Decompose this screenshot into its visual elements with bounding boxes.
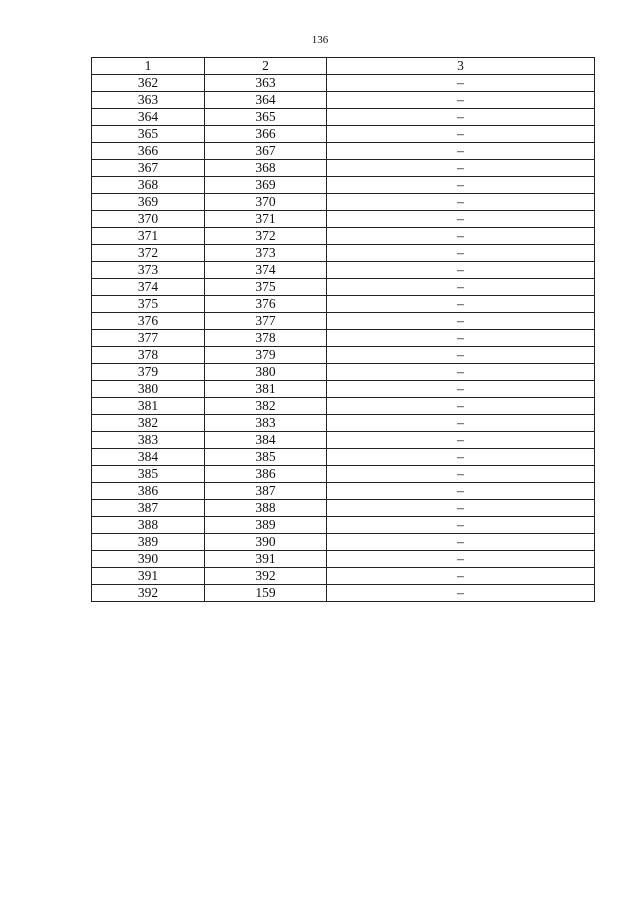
table-row (92, 177, 595, 194)
table-row (92, 279, 595, 296)
table-cell-col-1: 385 (92, 466, 205, 483)
table-row (92, 551, 595, 568)
table-row (92, 364, 595, 381)
table-cell-col-2: 367 (205, 143, 327, 160)
table-cell-col-1: 364 (92, 109, 205, 126)
table-cell-col-2: 365 (205, 109, 327, 126)
table-cell-col-1: 379 (92, 364, 205, 381)
table-cell-col-2: 370 (205, 194, 327, 211)
table-cell-col-1: 363 (92, 92, 205, 109)
table-row (92, 585, 595, 602)
table-cell-col-3: – (327, 534, 595, 551)
table-cell-col-1: 380 (92, 381, 205, 398)
table-cell-col-2: 387 (205, 483, 327, 500)
table-cell-col-1: 382 (92, 415, 205, 432)
table-cell-col-2: 375 (205, 279, 327, 296)
table-cell-col-3: – (327, 245, 595, 262)
table-cell-col-1: 366 (92, 143, 205, 160)
table-row (92, 381, 595, 398)
table-cell-col-1: 372 (92, 245, 205, 262)
table-cell-col-1: 376 (92, 313, 205, 330)
table-row (92, 415, 595, 432)
table-row (92, 194, 595, 211)
table-cell-col-2: 372 (205, 228, 327, 245)
table-cell-col-3: – (327, 109, 595, 126)
table-cell-col-1: 390 (92, 551, 205, 568)
table-cell-col-3: – (327, 211, 595, 228)
table-cell-col-1: 391 (92, 568, 205, 585)
table-row (92, 500, 595, 517)
table-body (92, 75, 595, 602)
table-cell-col-2: 366 (205, 126, 327, 143)
table-row (92, 245, 595, 262)
table-row (92, 432, 595, 449)
table-cell-col-3: – (327, 568, 595, 585)
table-row (92, 75, 595, 92)
table-cell-col-1: 373 (92, 262, 205, 279)
table-cell-col-2: 390 (205, 534, 327, 551)
table-cell-col-3: – (327, 330, 595, 347)
table-cell-col-3: – (327, 160, 595, 177)
table-row (92, 296, 595, 313)
table-row (92, 313, 595, 330)
table-cell-col-1: 378 (92, 347, 205, 364)
table-cell-col-2: 371 (205, 211, 327, 228)
table-cell-col-2: 368 (205, 160, 327, 177)
table-row (92, 449, 595, 466)
table-cell-col-2: 384 (205, 432, 327, 449)
table-cell-col-2: 382 (205, 398, 327, 415)
table-row (92, 330, 595, 347)
table-row (92, 126, 595, 143)
table-row (92, 262, 595, 279)
table-row (92, 109, 595, 126)
table-cell-col-2: 385 (205, 449, 327, 466)
table-cell-col-1: 369 (92, 194, 205, 211)
table-cell-col-1: 381 (92, 398, 205, 415)
table-cell-col-3: – (327, 177, 595, 194)
table-cell-col-2: 381 (205, 381, 327, 398)
table-cell-col-3: – (327, 143, 595, 160)
table-cell-col-1: 389 (92, 534, 205, 551)
table-cell-col-1: 375 (92, 296, 205, 313)
table-cell-col-3: – (327, 126, 595, 143)
table-cell-col-2: 373 (205, 245, 327, 262)
table-cell-col-3: – (327, 279, 595, 296)
table-cell-col-3: – (327, 517, 595, 534)
table-cell-col-3: – (327, 262, 595, 279)
table-cell-col-3: – (327, 483, 595, 500)
table-row (92, 92, 595, 109)
table-row (92, 143, 595, 160)
table-row (92, 466, 595, 483)
table-cell-col-2: 376 (205, 296, 327, 313)
table-cell-col-1: 371 (92, 228, 205, 245)
table-cell-col-1: 383 (92, 432, 205, 449)
table-cell-col-1: 387 (92, 500, 205, 517)
table-row (92, 211, 595, 228)
table-cell-col-3: – (327, 551, 595, 568)
table-cell-col-3: – (327, 75, 595, 92)
table-cell-col-1: 386 (92, 483, 205, 500)
table-cell-col-2: 391 (205, 551, 327, 568)
table-cell-col-2: 374 (205, 262, 327, 279)
column-header-2: 2 (205, 58, 327, 75)
table-cell-col-3: – (327, 432, 595, 449)
table-cell-col-2: 392 (205, 568, 327, 585)
table-cell-col-2: 386 (205, 466, 327, 483)
table-cell-col-2: 159 (205, 585, 327, 602)
table-cell-col-3: – (327, 415, 595, 432)
table-cell-col-1: 388 (92, 517, 205, 534)
table-cell-col-3: – (327, 92, 595, 109)
table-cell-col-3: – (327, 449, 595, 466)
table-cell-col-3: – (327, 228, 595, 245)
table-header (92, 58, 595, 75)
table-cell-col-1: 367 (92, 160, 205, 177)
column-header-1: 1 (92, 58, 205, 75)
table-row (92, 398, 595, 415)
table-cell-col-3: – (327, 398, 595, 415)
table-cell-col-2: 379 (205, 347, 327, 364)
table-cell-col-2: 388 (205, 500, 327, 517)
data-table (91, 57, 595, 602)
table-row (92, 517, 595, 534)
table-row (92, 160, 595, 177)
table-cell-col-3: – (327, 585, 595, 602)
table-cell-col-3: – (327, 466, 595, 483)
table-cell-col-3: – (327, 347, 595, 364)
table-row (92, 568, 595, 585)
table-cell-col-1: 392 (92, 585, 205, 602)
table-cell-col-2: 389 (205, 517, 327, 534)
table-row (92, 347, 595, 364)
table-cell-col-1: 377 (92, 330, 205, 347)
table-cell-col-1: 368 (92, 177, 205, 194)
table-row (92, 228, 595, 245)
table-cell-col-1: 365 (92, 126, 205, 143)
table-cell-col-1: 374 (92, 279, 205, 296)
table-cell-col-3: – (327, 364, 595, 381)
table-cell-col-1: 362 (92, 75, 205, 92)
table-cell-col-3: – (327, 296, 595, 313)
table-cell-col-3: – (327, 500, 595, 517)
table-cell-col-2: 383 (205, 415, 327, 432)
table-cell-col-2: 363 (205, 75, 327, 92)
table-cell-col-3: – (327, 194, 595, 211)
table-cell-col-2: 377 (205, 313, 327, 330)
table-cell-col-2: 369 (205, 177, 327, 194)
table-cell-col-1: 384 (92, 449, 205, 466)
table-cell-col-2: 380 (205, 364, 327, 381)
table-cell-col-2: 378 (205, 330, 327, 347)
page-number: 136 (311, 34, 329, 46)
table-cell-col-2: 364 (205, 92, 327, 109)
table-row (92, 534, 595, 551)
column-header-3: 3 (327, 58, 595, 75)
header-row (92, 58, 595, 75)
table-row (92, 483, 595, 500)
table-cell-col-3: – (327, 313, 595, 330)
table-cell-col-1: 370 (92, 211, 205, 228)
table-cell-col-3: – (327, 381, 595, 398)
